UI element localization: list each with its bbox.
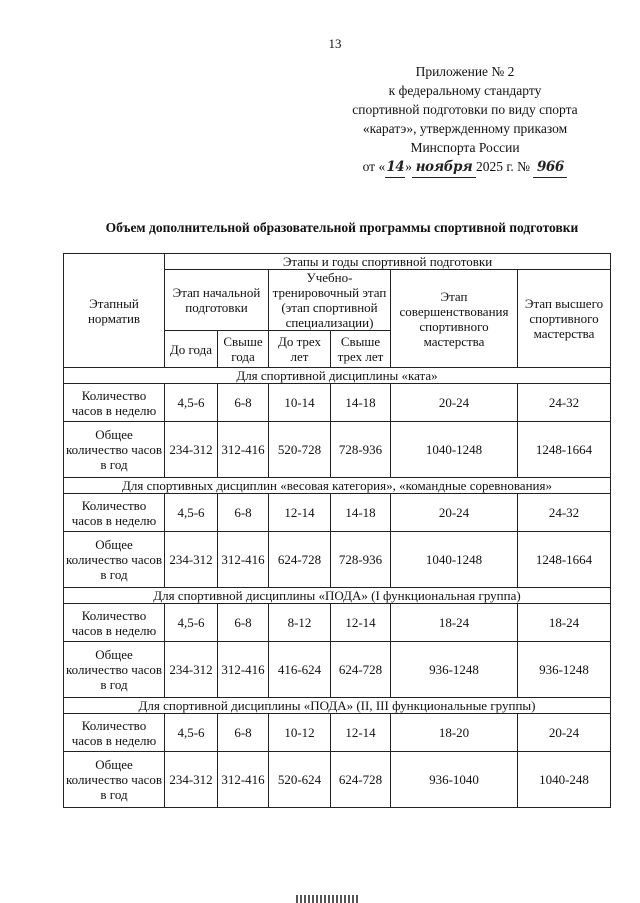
table-cell: 234-312 — [165, 422, 218, 478]
table-cell: 4,5-6 — [165, 494, 218, 532]
table-cell: 1248-1664 — [518, 422, 611, 478]
table-cell: 728-936 — [331, 532, 391, 588]
header-over-three-years: Свыше трех лет — [331, 331, 391, 368]
table-cell: 312-416 — [218, 642, 269, 698]
table-cell: 18-24 — [391, 604, 518, 642]
table-cell: 624-728 — [269, 532, 331, 588]
order-date-line — [330, 157, 600, 178]
table-cell: 312-416 — [218, 752, 269, 808]
header-highest-stage: Этап высшего спортивного мастерства — [518, 270, 611, 368]
header-over-year: Свыше года — [218, 331, 269, 368]
appendix-line: Минспорта России — [410, 140, 520, 155]
table-cell: 624-728 — [331, 752, 391, 808]
table-cell: 312-416 — [218, 532, 269, 588]
table-cell: 234-312 — [165, 532, 218, 588]
section-title: Для спортивной дисциплины «ПОДА» (I функциональная группа) — [64, 588, 611, 604]
section-title: Для спортивных дисциплин «весовая категория», «командные соревнования» — [64, 478, 611, 494]
table-cell: 20-24 — [391, 384, 518, 422]
page-number: 13 — [328, 36, 342, 51]
table-cell: 312-416 — [218, 422, 269, 478]
table-cell: 936-1248 — [391, 642, 518, 698]
table-cell: 1040-1248 — [391, 532, 518, 588]
appendix-line: к федеральному стандарту — [388, 83, 542, 98]
table-cell: 936-1248 — [518, 642, 611, 698]
table-cell: 936-1040 — [391, 752, 518, 808]
table-cell: 8-12 — [269, 604, 331, 642]
table-cell: 624-728 — [331, 642, 391, 698]
header-normative: Этапный норматив — [64, 254, 165, 368]
table-cell: 4,5-6 — [165, 604, 218, 642]
order-number: 966 — [533, 158, 567, 178]
section-title: Для спортивной дисциплины «ПОДА» (II, III функциональные группы) — [64, 698, 611, 714]
order-year: 2025 г. № — [475, 159, 530, 174]
header-up-to-three-years: До трех лет — [269, 331, 331, 368]
page-title: Объем дополнительной образовательной программы спортивной подготовки — [105, 220, 579, 235]
table-cell: 12-14 — [269, 494, 331, 532]
row-label: Количество часов в неделю — [64, 384, 165, 422]
table-cell: 6-8 — [218, 494, 269, 532]
table-cell: 1040-1248 — [391, 422, 518, 478]
header-training-stage: Учебно-тренировочный этап (этап спортивной специализации) — [269, 270, 391, 331]
table-cell: 416-624 — [269, 642, 331, 698]
table-cell: 24-32 — [518, 494, 611, 532]
table-cell: 728-936 — [331, 422, 391, 478]
table-cell: 20-24 — [518, 714, 611, 752]
table-cell: 6-8 — [218, 384, 269, 422]
table-cell: 6-8 — [218, 604, 269, 642]
table-cell: 6-8 — [218, 714, 269, 752]
table-cell: 10-14 — [269, 384, 331, 422]
training-volume-table — [63, 253, 611, 808]
appendix-block — [330, 62, 600, 178]
row-label: Общее количество часов в год — [64, 532, 165, 588]
header-up-to-year: До года — [165, 331, 218, 368]
row-label: Общее количество часов в год — [64, 752, 165, 808]
order-day-close: » — [405, 159, 412, 174]
appendix-title: Приложение № 2 — [415, 64, 515, 79]
table-cell: 10-12 — [269, 714, 331, 752]
table-cell: 520-728 — [269, 422, 331, 478]
table-cell: 24-32 — [518, 384, 611, 422]
table-cell: 1040-248 — [518, 752, 611, 808]
table-cell: 14-18 — [331, 384, 391, 422]
section-title: Для спортивной дисциплины «ката» — [64, 368, 611, 384]
table-cell: 520-624 — [269, 752, 331, 808]
table-cell: 18-24 — [518, 604, 611, 642]
header-improvement-stage: Этап совершенствования спортивного мастерства — [391, 270, 518, 368]
table-cell: 14-18 — [331, 494, 391, 532]
table-cell: 4,5-6 — [165, 714, 218, 752]
table-cell: 12-14 — [331, 604, 391, 642]
table-cell: 1248-1664 — [518, 532, 611, 588]
order-month: ноября — [412, 158, 476, 178]
table-cell: 4,5-6 — [165, 384, 218, 422]
appendix-line: спортивной подготовки по виду спорта — [352, 102, 578, 117]
header-stages-group: Этапы и годы спортивной подготовки — [165, 254, 611, 270]
appendix-line: «каратэ», утвержденному приказом — [362, 121, 568, 136]
table-cell: 20-24 — [391, 494, 518, 532]
table-cell: 12-14 — [331, 714, 391, 752]
header-initial-stage: Этап начальной подготовки — [165, 270, 269, 331]
row-label: Количество часов в неделю — [64, 494, 165, 532]
row-label: Количество часов в неделю — [64, 604, 165, 642]
scan-artifact-bar — [296, 895, 360, 903]
table-cell: 18-20 — [391, 714, 518, 752]
row-label: Общее количество часов в год — [64, 642, 165, 698]
row-label: Количество часов в неделю — [64, 714, 165, 752]
order-day: 14 — [385, 158, 405, 178]
table-cell: 234-312 — [165, 752, 218, 808]
order-prefix: от « — [362, 159, 386, 174]
row-label: Общее количество часов в год — [64, 422, 165, 478]
table-cell: 234-312 — [165, 642, 218, 698]
